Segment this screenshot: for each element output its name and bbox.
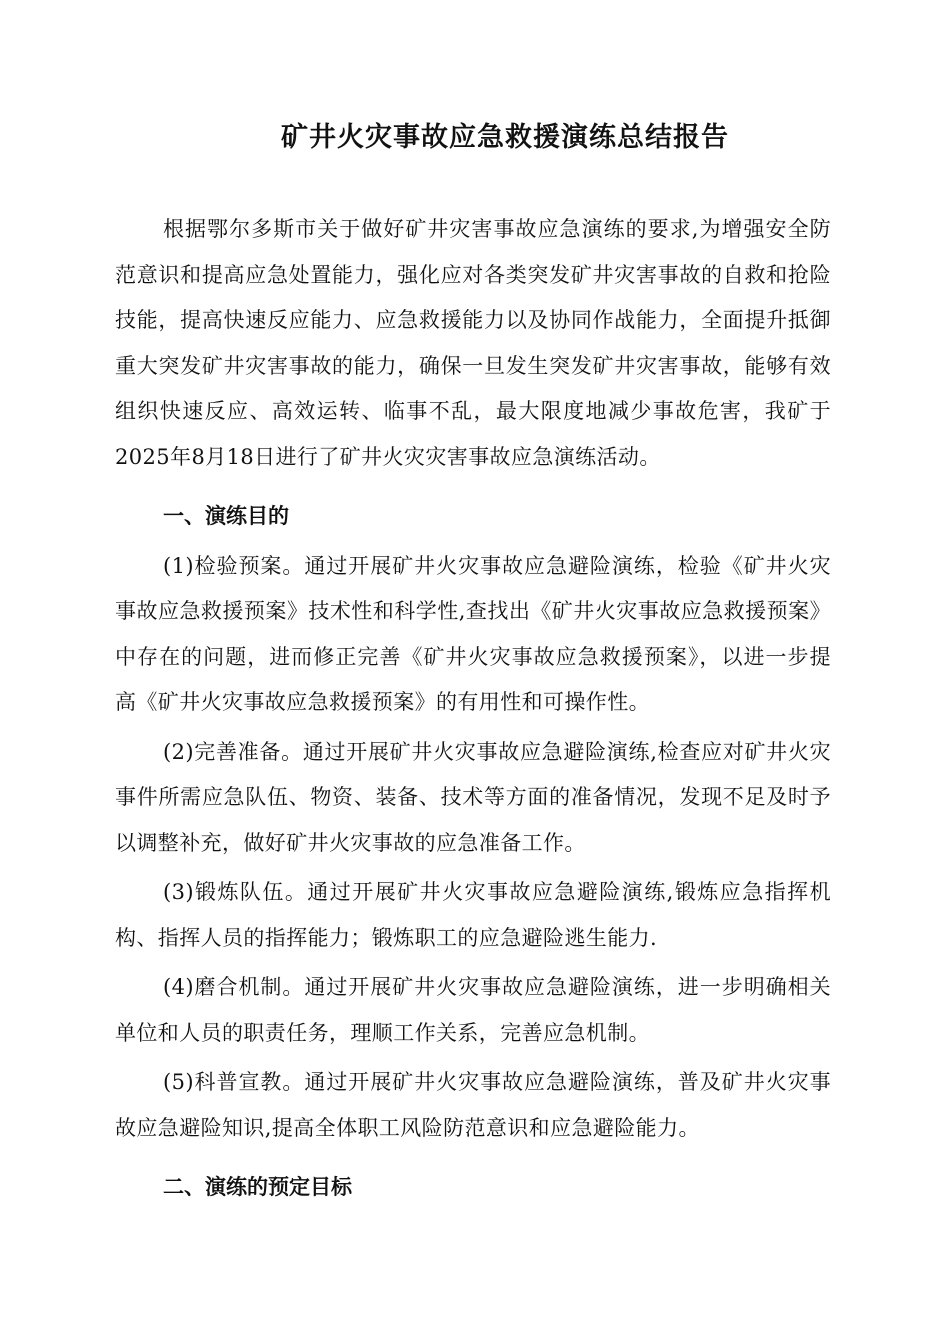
purpose-item-3: (3)锻炼队伍。通过开展矿井火灾事故应急避险演练,锻炼应急指挥机构、指挥人员的指挥能力；锻炼职工的应急避险逃生能力. [115, 880, 831, 950]
document-title: 矿井火灾事故应急救援演练总结报告 [281, 122, 729, 153]
intro-paragraph: 根据鄂尔多斯市关于做好矿井灾害事故应急演练的要求,为增强安全防范意识和提高应急处置能力，强化应对各类突发矿井灾害事故的自救和抢险技能，提高快速反应能力、应急救援能力以及协同作战能力，全面提升抵御重大突发矿井灾害事故的能力，确保一旦发生突发矿井灾害事故，能够有效组织快速反应、高效运转、临事不乱，最大限度地减少事故危害，我矿于2025年8月18日进行了矿井火灾灾害事故应急演练活动。 [115, 217, 831, 469]
section-heading-purpose: 一、演练目的 [163, 504, 289, 528]
purpose-item-4: (4)磨合机制。通过开展矿井火灾事故应急避险演练，进一步明确相关单位和人员的职责任务，理顺工作关系，完善应急机制。 [115, 975, 831, 1045]
purpose-item-5: (5)科普宣教。通过开展矿井火灾事故应急避险演练，普及矿井火灾事故应急避险知识,提高全体职工风险防范意识和应急避险能力。 [115, 1070, 831, 1140]
section-heading-goals: 二、演练的预定目标 [163, 1175, 352, 1199]
purpose-item-2: (2)完善准备。通过开展矿井火灾事故应急避险演练,检查应对矿井火灾事件所需应急队伍、物资、装备、技术等方面的准备情况，发现不足及时予以调整补充，做好矿井火灾事故的应急准备工作。 [115, 739, 831, 855]
document-body [115, 207, 831, 1211]
purpose-item-1: (1)检验预案。通过开展矿井火灾事故应急避险演练，检验《矿井火灾事故应急救援预案》技术性和科学性,查找出《矿井火灾事故应急救援预案》中存在的问题，进而修正完善《矿井火灾事故应急救援预案》，以进一步提高《矿井火灾事故应急救援预案》的有用性和可操作性。 [115, 553, 831, 714]
